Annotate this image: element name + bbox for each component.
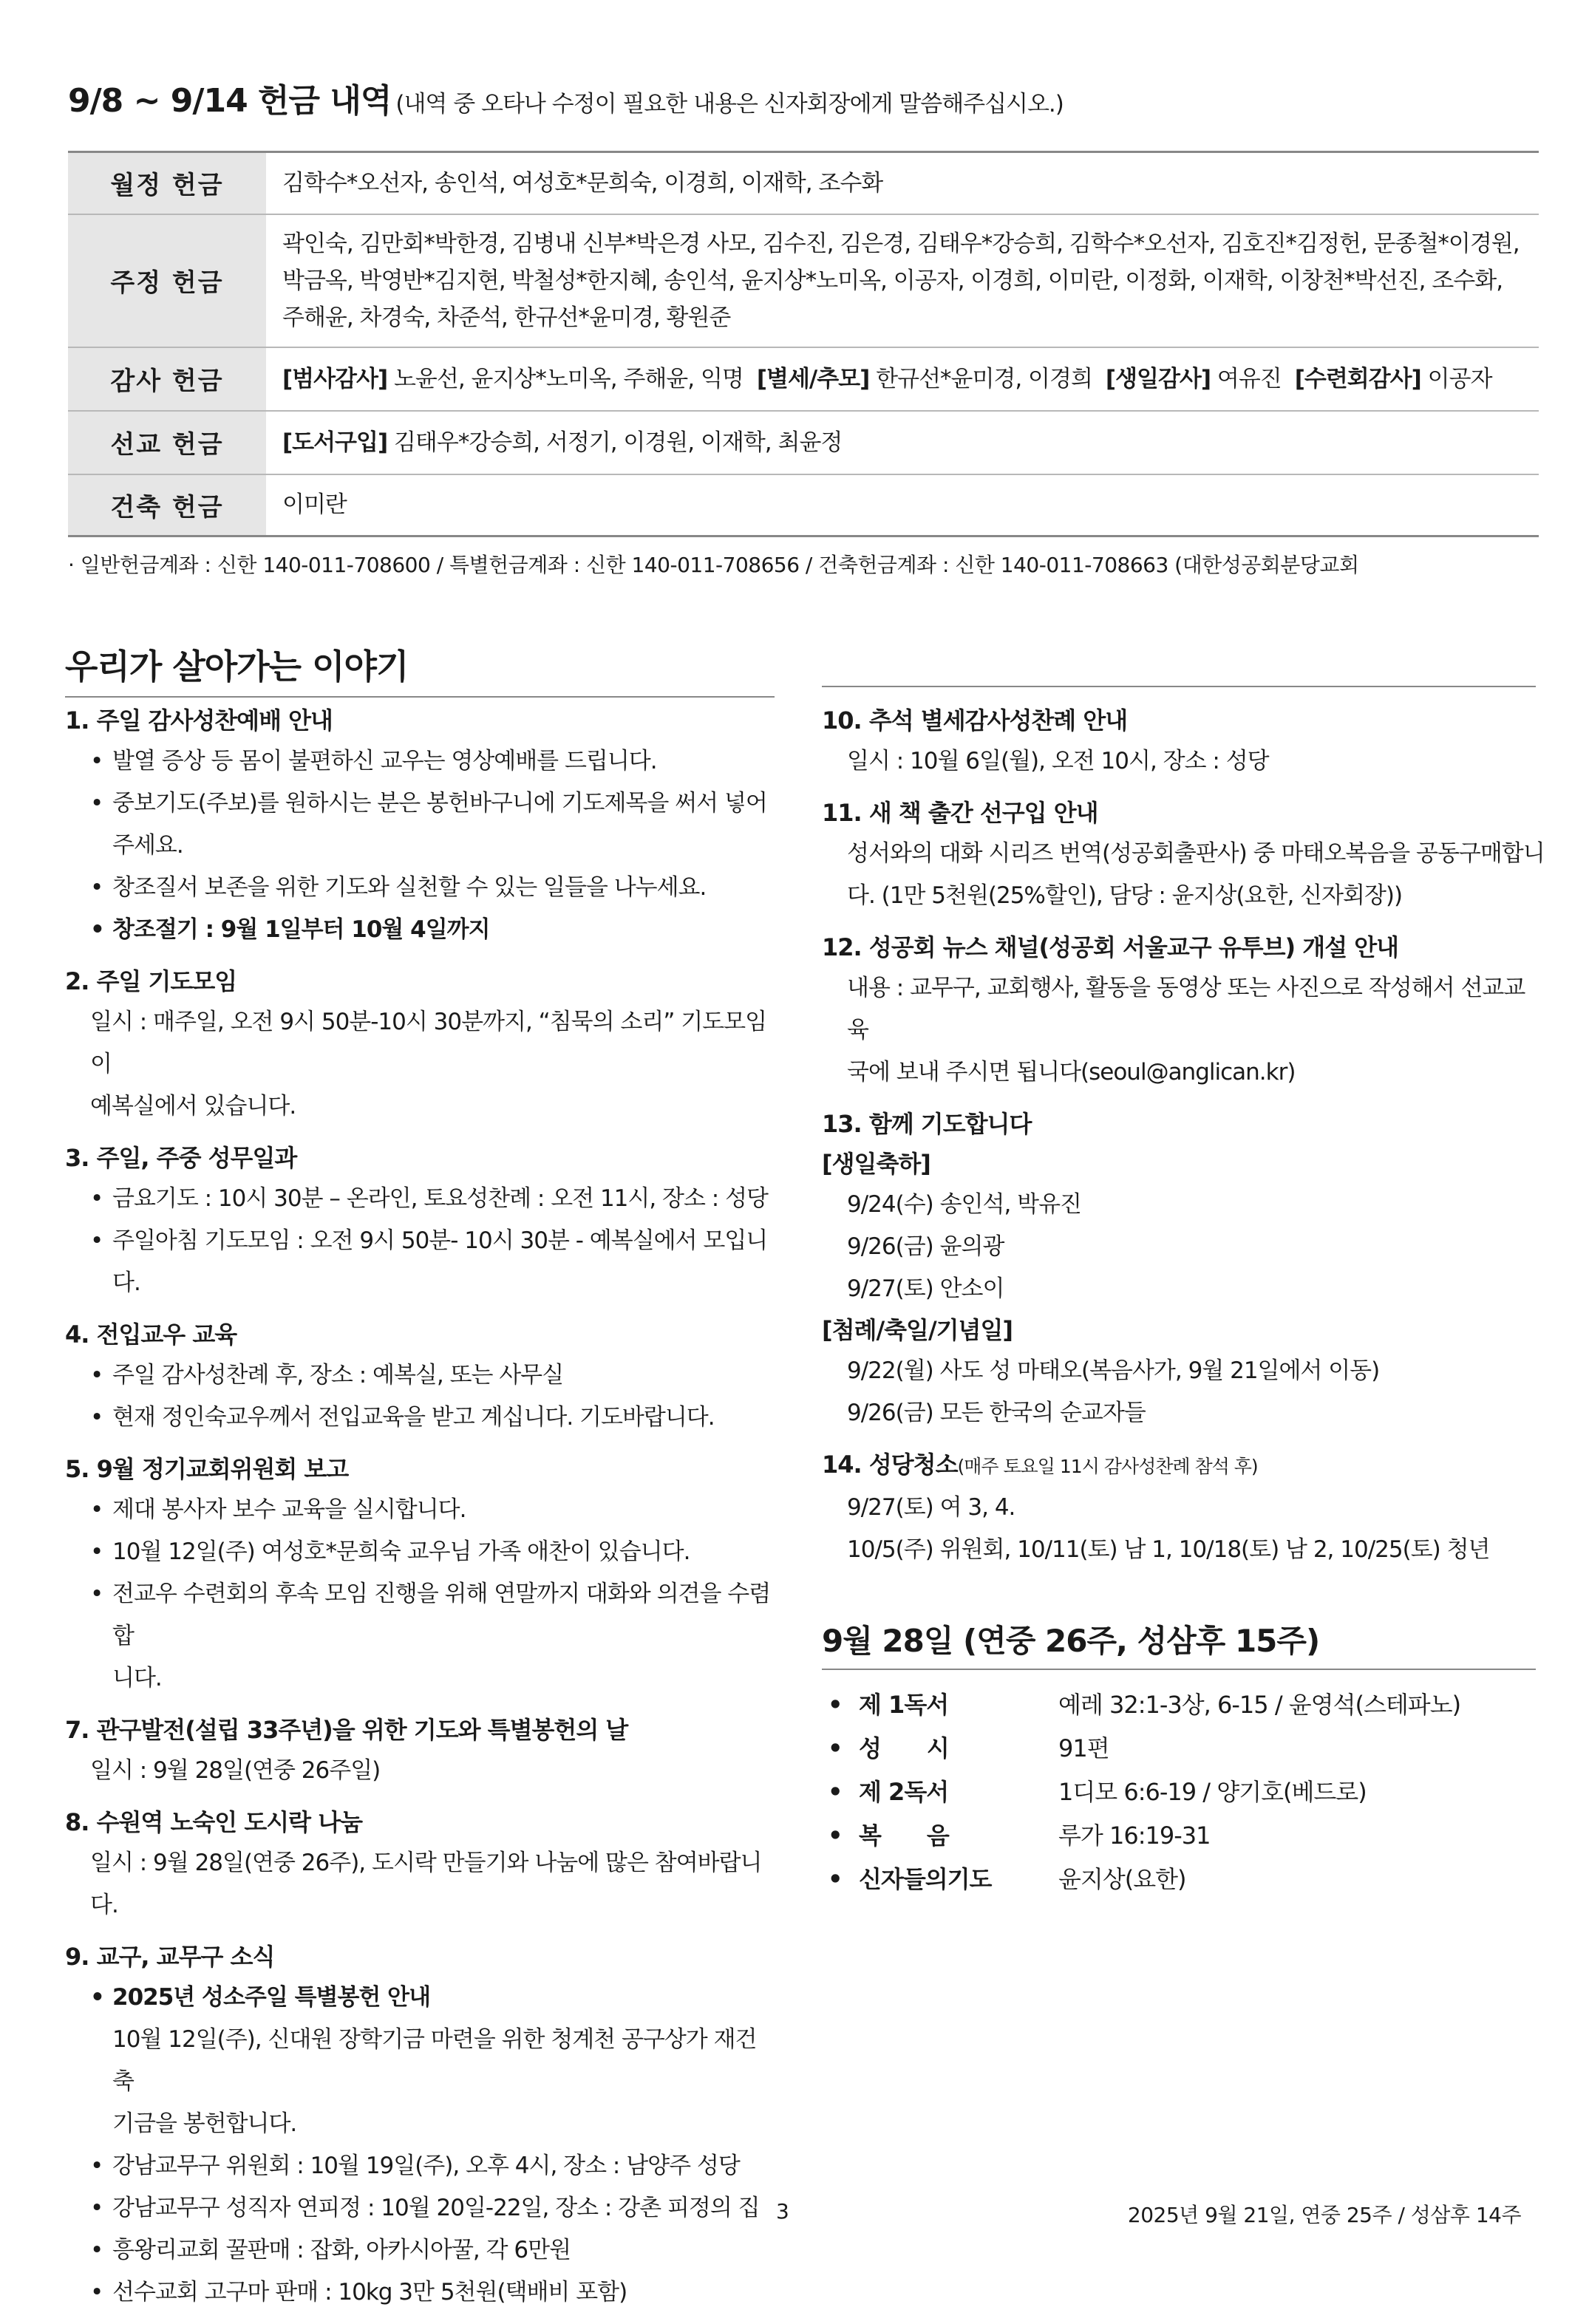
list-item: • 제대 봉사자 보수 교육을 실시합니다. <box>90 1489 775 1531</box>
divider <box>822 686 1536 687</box>
offering-names: 김학수*오선자, 송인석, 여성호*문희숙, 이경희, 이재학, 조수화 <box>266 152 1539 214</box>
news-item-title: 2. 주일 기도모임 <box>65 967 237 995</box>
list-item: • 선수교회 고구마 판매 : 10kg 3만 5천원(택배비 포함) <box>90 2272 775 2314</box>
offering-tag: [별세/추모] <box>756 365 870 392</box>
news-item <box>822 1445 1546 1571</box>
list-item: • 창조질서 보존을 위한 기도와 실천할 수 있는 일들을 나누세요. <box>90 867 775 909</box>
prayer-line: 9/27(토) 안소이 <box>847 1275 1004 1302</box>
offering-tag: [범사감사] <box>282 365 388 392</box>
lectionary-value: 예레 32:1-3상, 6-15 / 윤영석(스테파노) <box>1058 1691 1461 1719</box>
offering-label: 선교 헌금 <box>68 411 266 474</box>
offering-tag-names: 이공자 <box>1427 365 1492 392</box>
offering-names <box>266 347 1539 411</box>
offerings-header <box>68 74 1539 121</box>
news-item-title: 13. 함께 기도합니다 <box>822 1110 1032 1138</box>
news-text: 일시 : 9월 28일(연중 26주), 도시락 만들기와 나눔에 많은 참여바랍니다. <box>90 1850 762 1918</box>
prayer-line: 9/22(월) 사도 성 마태오(복음사가, 9월 21일에서 이동) <box>847 1357 1380 1384</box>
list-item: • 전교우 수련회의 후속 모임 진행을 위해 연말까지 대화와 의견을 수렴합 니다. <box>90 1573 775 1700</box>
cleaning-line: 9/27(토) 여 3, 4. <box>847 1494 1015 1521</box>
list-item: • 창조절기 : 9월 1일부터 10월 4일까지 <box>90 909 775 951</box>
news-text: 일시 : 매주일, 오전 9시 50분-10시 30분까지, “침묵의 소리” 기도모임이 <box>90 1009 767 1077</box>
lectionary-item <box>822 1771 1536 1814</box>
offering-names <box>266 411 1539 474</box>
list-item: • 10월 12일(주) 여성호*문희숙 교우님 가족 애찬이 있습니다. <box>90 1531 775 1573</box>
lectionary <box>822 1617 1536 1901</box>
account-info: · 일반헌금계좌 : 신한 140-011-708600 / 특별헌금계좌 : 신한 140-011-708656 / 건축헌금계좌 : 신한 140-011-708663 (대한성공회분당교회 <box>68 553 1359 577</box>
offerings-table <box>68 151 1539 537</box>
offering-names: 곽인숙, 김만회*박한경, 김병내 신부*박은경 사모, 김수진, 김은경, 김태우*강승희, 김학수*오선자, 김호진*김정헌, 문종철*이경원, 박금옥, 박영반*김지현, 박철성*한지혜, 송인석, 윤지상*노미옥, 이공자, 이경희, 이미란, 이정화, 이재학, 이창천*박선진, 조수화, 주해윤, 차경숙, 차준석, 한규선*윤미경, 황원준 <box>266 214 1539 347</box>
list-item: • 발열 증상 등 몸이 불편하신 교우는 영상예배를 드립니다. <box>90 740 775 783</box>
lectionary-label: 제 2독서 <box>859 1778 949 1806</box>
news-item <box>65 701 775 951</box>
lectionary-label: 복 음 <box>859 1822 949 1850</box>
list-item: • 주일 감사성찬례 후, 장소 : 예복실, 또는 사무실 <box>90 1354 775 1397</box>
lectionary-value: 1디모 6:6-19 / 양기호(베드로) <box>1058 1778 1367 1806</box>
lectionary-title: 9월 28일 (연중 26주, 성삼후 15주) <box>822 1617 1536 1670</box>
news-text: 내용 : 교무구, 교회행사, 활동을 동영상 또는 사진으로 작성해서 선교교육 <box>847 975 1525 1043</box>
lectionary-item <box>822 1683 1536 1727</box>
news-item <box>822 1104 1546 1434</box>
news-item <box>822 927 1546 1094</box>
prayer-heading: [생일축하] <box>822 1150 930 1178</box>
news-text: 다. (1만 5천원(25%할인), 담당 : 윤지상(요한, 신자회장)) <box>847 882 1403 909</box>
news-text: 예복실에서 있습니다. <box>90 1093 296 1120</box>
news-item <box>822 793 1546 917</box>
offering-row-building <box>68 474 1539 536</box>
lectionary-item <box>822 1858 1536 1901</box>
news-item-title: 8. 수원역 노숙인 도시락 나눔 <box>65 1808 363 1836</box>
lectionary-label: 성 시 <box>859 1734 949 1762</box>
news-item <box>822 701 1546 783</box>
news-item <box>65 961 775 1128</box>
news-item-title: 4. 전입교우 교육 <box>65 1321 237 1349</box>
list-item: • 2025년 성소주일 특별봉헌 안내 <box>90 1977 775 2019</box>
news-item-title: 14. 성당청소(매주 토요일 11시 감사성찬례 참석 후) <box>822 1451 1258 1479</box>
offering-tag-names: 김태우*강승희, 서정기, 이경원, 이재학, 최윤정 <box>393 429 843 456</box>
offering-tag: [생일감사] <box>1105 365 1211 392</box>
prayer-line: 9/24(수) 송인석, 박유진 <box>847 1191 1081 1218</box>
news-item <box>65 1937 775 2314</box>
offering-tag: [수련회감사] <box>1294 365 1421 392</box>
lectionary-value: 윤지상(요한) <box>1058 1865 1186 1893</box>
news-item <box>65 1138 775 1304</box>
lectionary-value: 91편 <box>1058 1734 1109 1762</box>
prayer-line: 9/26(금) 윤의광 <box>847 1233 1004 1260</box>
news-item-title: 1. 주일 감사성찬예배 안내 <box>65 706 333 735</box>
offering-row-mission <box>68 411 1539 474</box>
offering-tag-names: 한규선*윤미경, 이경희 <box>876 365 1092 392</box>
list-item: • 주일아침 기도모임 : 오전 9시 50분- 10시 30분 - 예복실에서 모입니다. <box>90 1220 775 1304</box>
news-item-note: (매주 토요일 11시 감사성찬례 참석 후) <box>957 1456 1258 1477</box>
news-text: 일시 : 9월 28일(연중 26주일) <box>90 1757 381 1784</box>
offering-label: 건축 헌금 <box>68 474 266 536</box>
list-item: • 흥왕리교회 꿀판매 : 잡화, 아카시아꿀, 각 6만원 <box>90 2229 775 2272</box>
left-column <box>65 701 775 2324</box>
list-item: • 강남교무구 위원회 : 10월 19일(주), 오후 4시, 장소 : 남양주 성당 <box>90 2145 775 2187</box>
news-text: 성서와의 대화 시리즈 번역(성공회출판사) 중 마태오복음을 공동구매합니 <box>847 840 1545 867</box>
lectionary-item <box>822 1814 1536 1858</box>
lectionary-label: 제 1독서 <box>859 1691 949 1719</box>
news-item <box>65 1315 775 1439</box>
list-item: • 현재 정인숙교우께서 전입교육을 받고 계십니다. 기도바랍니다. <box>90 1397 775 1439</box>
lectionary-label: 신자들의기도 <box>859 1865 992 1893</box>
right-column <box>822 701 1546 1581</box>
offering-tag-names: 노윤선, 윤지상*노미옥, 주해윤, 익명 <box>393 365 744 392</box>
news-item-title: 7. 관구발전(설립 33주년)을 위한 기도와 특별봉헌의 날 <box>65 1716 628 1744</box>
page-number: 3 <box>776 2199 789 2224</box>
lectionary-item <box>822 1727 1536 1771</box>
news-text: 10월 12일(주), 신대원 장학기금 마련을 위한 청계천 공구상가 재건축 <box>112 2026 757 2095</box>
list-item: • 금요기도 : 10시 30분 – 온라인, 토요성찬례 : 오전 11시, 장소 : 성당 <box>90 1178 775 1220</box>
list-item: • 중보기도(주보)를 원하시는 분은 봉헌바구니에 기도제목을 써서 넣어 주세요. <box>90 783 775 867</box>
news-item <box>65 1449 775 1700</box>
offering-tag-names: 여유진 <box>1217 365 1282 392</box>
news-item <box>65 1802 775 1926</box>
news-item-title: 5. 9월 정기교회위원회 보고 <box>65 1455 349 1483</box>
lectionary-value: 루가 16:19-31 <box>1058 1822 1211 1850</box>
offerings-note: (내역 중 오타나 수정이 필요한 내용은 신자회장에게 말씀해주십시오.) <box>395 91 1064 117</box>
offering-tag: [도서구입] <box>282 429 388 456</box>
news-item <box>65 1710 775 1792</box>
offering-row-thanks <box>68 347 1539 411</box>
offering-label: 월정 헌금 <box>68 152 266 214</box>
offerings-title: 9/8 ~ 9/14 헌금 내역 <box>68 82 392 120</box>
section-title: 우리가 살아가는 이야기 <box>65 640 775 698</box>
news-text: 기금을 봉헌합니다. <box>112 2110 297 2137</box>
list-item: • 강남교무구 성직자 연피정 : 10월 20일-22일, 장소 : 강촌 피정의 집 <box>90 2187 775 2229</box>
offering-names: 이미란 <box>266 474 1539 536</box>
prayer-line: 9/26(금) 모든 한국의 순교자들 <box>847 1400 1146 1426</box>
offering-label: 감사 헌금 <box>68 347 266 411</box>
news-text: 일시 : 10월 6일(월), 오전 10시, 장소 : 성당 <box>847 748 1269 774</box>
news-item-title: 10. 추석 별세감사성찬례 안내 <box>822 706 1128 735</box>
offering-row-weekly <box>68 214 1539 347</box>
news-text: 국에 보내 주시면 됩니다(seoul@anglican.kr) <box>847 1059 1296 1086</box>
news-item-title: 12. 성공회 뉴스 채널(성공회 서울교구 유투브) 개설 안내 <box>822 933 1399 961</box>
cleaning-line: 10/5(주) 위원회, 10/11(토) 남 1, 10/18(토) 남 2, 10/25(토) 청년 <box>847 1536 1490 1563</box>
news-item-title: 9. 교구, 교무구 소식 <box>65 1943 275 1971</box>
offering-label: 주정 헌금 <box>68 214 266 347</box>
prayer-heading: [첨례/축일/기념일] <box>822 1316 1013 1344</box>
footer-date: 2025년 9월 21일, 연중 25주 / 성삼후 14주 <box>1127 2203 1521 2227</box>
news-item-title: 11. 새 책 출간 선구입 안내 <box>822 799 1098 827</box>
offering-row-monthly <box>68 152 1539 214</box>
news-item-title: 3. 주일, 주중 성무일과 <box>65 1144 297 1172</box>
